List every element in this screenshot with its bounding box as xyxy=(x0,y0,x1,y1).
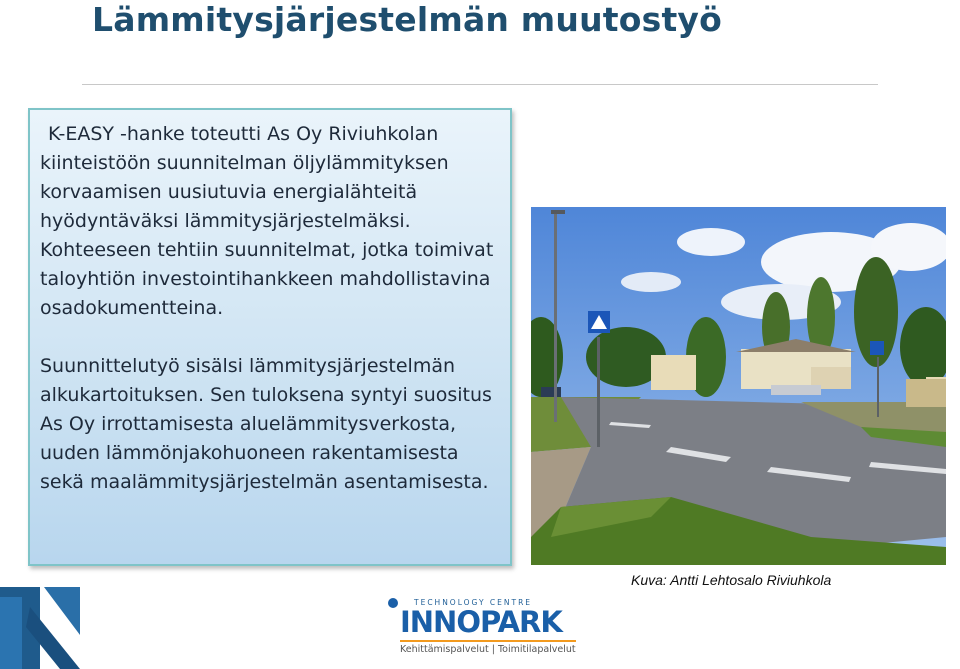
slide-title: Lämmitysjärjestelmän muutostyö xyxy=(92,0,723,39)
innopark-logo xyxy=(386,598,576,660)
logo-main-text: INNOPARK xyxy=(400,605,562,639)
innopark-logo-mark xyxy=(388,598,398,608)
street-photo xyxy=(531,207,946,565)
logo-accent-bar xyxy=(400,640,576,642)
logo-sub-text: Kehittämispalvelut | Toimitilapalvelut xyxy=(400,644,576,655)
body-paragraph-2: Suunnittelutyö sisälsi lämmitysjärjestelmän alkukartoituksen. Sen tuloksena syntyi suositus As Oy irrottamisesta aluelämmitysverkosta, uuden lämmönjakohuoneen rakentamisesta sekä maalämmitysjärjestelmän asentamisesta. xyxy=(40,355,492,493)
corner-logo-graphic xyxy=(0,587,80,669)
body-paragraph-1: K-EASY -hanke toteutti As Oy Riviuhkolan kiinteistöön suunnitelman öljylämmityksen korvaamisen uusiutuvia energialähteitä hyödyntäväksi lämmitysjärjestelmäksi. Kohteeseen tehtiin suunnitelmat, jotka toimivat taloyhtiön investointihankkeen mahdollistavina osadokumentteina. xyxy=(40,123,494,319)
logo-small-text: TECHNOLOGY CENTRE xyxy=(414,598,533,607)
photo-caption: Kuva: Antti Lehtosalo Riviuhkola xyxy=(631,572,832,588)
body-text-box xyxy=(28,108,512,566)
title-divider xyxy=(82,84,878,85)
